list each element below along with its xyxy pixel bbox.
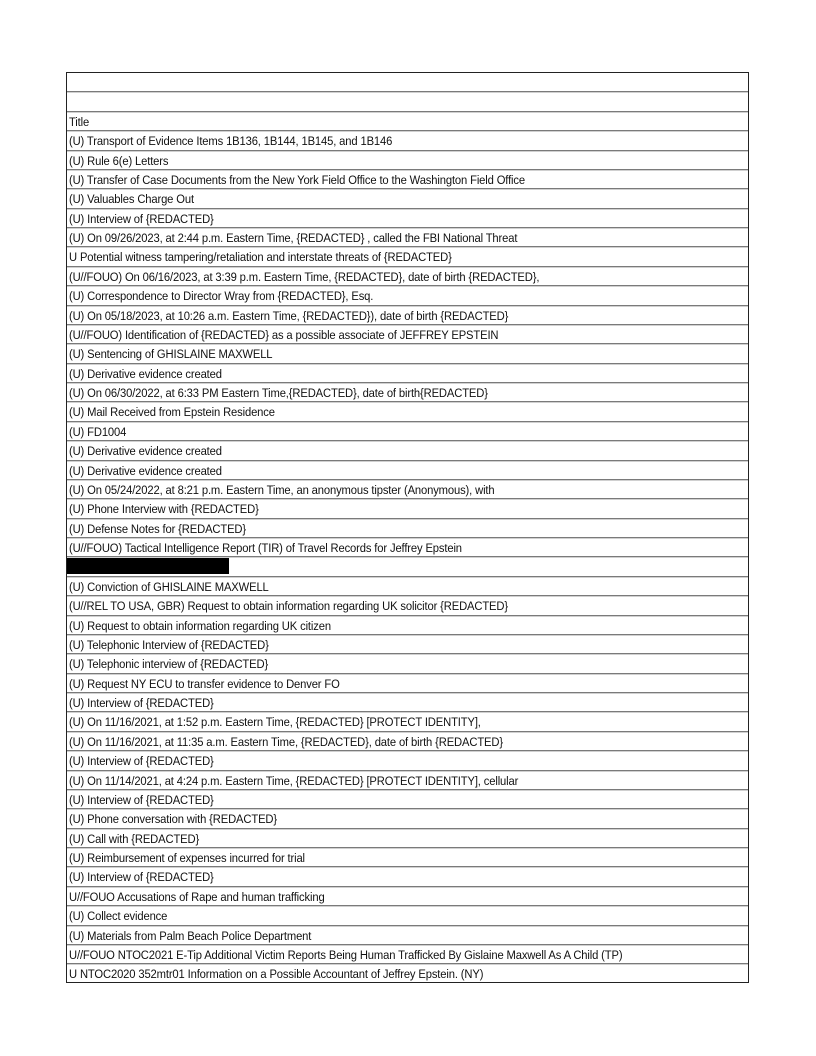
table-row xyxy=(67,771,748,790)
table-row xyxy=(67,209,748,228)
table-row xyxy=(67,674,748,693)
title-cell: (U) Phone conversation with {REDACTED} xyxy=(69,812,277,827)
table-row xyxy=(67,635,748,654)
title-cell: (U) Interview of {REDACTED} xyxy=(69,754,214,769)
title-cell: (U) Derivative evidence created xyxy=(69,463,222,478)
title-cell: (U) Materials from Palm Beach Police Department xyxy=(69,928,312,943)
table-row xyxy=(67,945,748,964)
title-cell: (U) Derivative evidence created xyxy=(69,444,222,459)
title-cell: (U) Sentencing of GHISLAINE MAXWELL xyxy=(69,347,273,362)
title-cell: (U) Mail Received from Epstein Residence xyxy=(69,405,275,420)
table-row xyxy=(67,596,748,615)
table-row xyxy=(67,92,748,111)
redaction-block xyxy=(67,558,229,574)
table-row xyxy=(67,441,748,460)
title-cell: (U) Telephonic interview of {REDACTED} xyxy=(69,657,269,672)
table-row xyxy=(67,228,748,247)
title-cell: (U) Correspondence to Director Wray from {REDACTED}, Esq. xyxy=(69,289,374,304)
title-cell: (U) On 11/16/2021, at 1:52 p.m. Eastern Time, {REDACTED} [PROTECT IDENTITY], xyxy=(69,715,481,730)
title-cell: (U//FOUO) On 06/16/2023, at 3:39 p.m. Eastern Time, {REDACTED}, date of birth {REDACTED}, xyxy=(69,269,540,284)
title-cell: (U) Transfer of Case Documents from the New York Field Office to the Washington Field Office xyxy=(69,172,525,187)
table-row xyxy=(67,461,748,480)
table-header-row xyxy=(67,112,748,131)
table-row xyxy=(67,306,748,325)
title-cell: (U) Reimbursement of expenses incurred for trial xyxy=(69,851,305,865)
table-row xyxy=(67,247,748,266)
table-row xyxy=(67,131,748,150)
title-cell: (U) Telephonic Interview of {REDACTED} xyxy=(69,637,269,652)
table-row xyxy=(67,383,748,402)
title-cell: U NTOC2020 352mtr01 Information on a Possible Accountant of Jeffrey Epstein. (NY) xyxy=(69,967,484,982)
table-row xyxy=(67,519,748,538)
title-cell: (U) FD1004 xyxy=(69,424,127,439)
table-row xyxy=(67,73,748,92)
table-row xyxy=(67,887,748,906)
table-row xyxy=(67,557,748,576)
table-row xyxy=(67,906,748,925)
title-cell: (U) Call with {REDACTED} xyxy=(69,831,200,846)
title-cell: (U) On 09/26/2023, at 2:44 p.m. Eastern Time, {REDACTED} , called the FBI National Threat xyxy=(69,231,518,245)
table-row xyxy=(67,654,748,673)
title-cell: (U) Rule 6(e) Letters xyxy=(69,153,169,168)
table-row xyxy=(67,538,748,557)
table-row xyxy=(67,848,748,867)
title-cell: (U) Collect evidence xyxy=(69,909,168,924)
title-cell: (U//FOUO) Tactical Intelligence Report (TIR) of Travel Records for Jeffrey Epstein xyxy=(69,541,462,555)
table-row xyxy=(67,170,748,189)
table-row xyxy=(67,712,748,731)
title-cell: (U) Derivative evidence created xyxy=(69,366,222,381)
table-row xyxy=(67,499,748,518)
title-cell: (U//REL TO USA, GBR) Request to obtain information regarding UK solicitor {REDACTED} xyxy=(69,599,508,614)
table-row xyxy=(67,829,748,848)
table-row xyxy=(67,616,748,635)
table-row xyxy=(67,344,748,363)
table-row xyxy=(67,422,748,441)
table-row xyxy=(67,364,748,383)
column-header-title: Title xyxy=(69,114,90,129)
table-row xyxy=(67,267,748,286)
table-row xyxy=(67,577,748,596)
title-cell: U//FOUO Accusations of Rape and human trafficking xyxy=(69,889,325,904)
table-row xyxy=(67,189,748,208)
table-row xyxy=(67,926,748,945)
table-row xyxy=(67,751,748,770)
table-row xyxy=(67,693,748,712)
table-row xyxy=(67,151,748,170)
title-cell: (U) Request NY ECU to transfer evidence to Denver FO xyxy=(69,676,340,691)
title-cell: (U) On 06/30/2022, at 6:33 PM Eastern Time,{REDACTED}, date of birth{REDACTED} xyxy=(69,386,488,400)
title-cell: (U) Interview of {REDACTED} xyxy=(69,696,214,710)
title-cell: (U//FOUO) Identification of {REDACTED} as a possible associate of JEFFREY EPSTEIN xyxy=(69,327,499,342)
title-list-table xyxy=(66,72,749,983)
title-cell: (U) Interview of {REDACTED} xyxy=(69,792,214,807)
title-cell: (U) Interview of {REDACTED} xyxy=(69,211,214,226)
table-row xyxy=(67,325,748,344)
title-cell: (U) Defense Notes for {REDACTED} xyxy=(69,521,247,536)
title-cell: (U) Conviction of GHISLAINE MAXWELL xyxy=(69,579,269,594)
title-cell: (U) On 05/24/2022, at 8:21 p.m. Eastern Time, an anonymous tipster (Anonymous), with xyxy=(69,482,495,497)
title-cell: (U) Valuables Charge Out xyxy=(69,192,194,207)
title-cell: (U) Transport of Evidence Items 1B136, 1B144, 1B145, and 1B146 xyxy=(69,134,393,149)
title-cell: (U) On 05/18/2023, at 10:26 a.m. Eastern Time, {REDACTED}), date of birth {REDACTED} xyxy=(69,308,509,323)
title-cell: (U) Phone Interview with {REDACTED} xyxy=(69,502,259,517)
table-row xyxy=(67,964,748,983)
table-row xyxy=(67,809,748,828)
table-row xyxy=(67,286,748,305)
title-cell: (U) On 11/16/2021, at 11:35 a.m. Eastern Time, {REDACTED}, date of birth {REDACTED} xyxy=(69,734,503,749)
title-cell: U Potential witness tampering/retaliation and interstate threats of {REDACTED} xyxy=(69,250,452,265)
title-cell: U//FOUO NTOC2021 E-Tip Additional Victim Reports Being Human Trafficked By Gislaine Maxwell As A Child (TP) xyxy=(69,947,623,962)
table-row xyxy=(67,732,748,751)
table-row xyxy=(67,790,748,809)
title-cell: (U) On 11/14/2021, at 4:24 p.m. Eastern Time, {REDACTED} [PROTECT IDENTITY], cellular xyxy=(69,773,519,788)
table-row xyxy=(67,480,748,499)
title-cell: (U) Interview of {REDACTED} xyxy=(69,870,214,885)
title-cell: (U) Request to obtain information regarding UK citizen xyxy=(69,618,331,633)
table-row xyxy=(67,402,748,421)
table-row xyxy=(67,867,748,886)
